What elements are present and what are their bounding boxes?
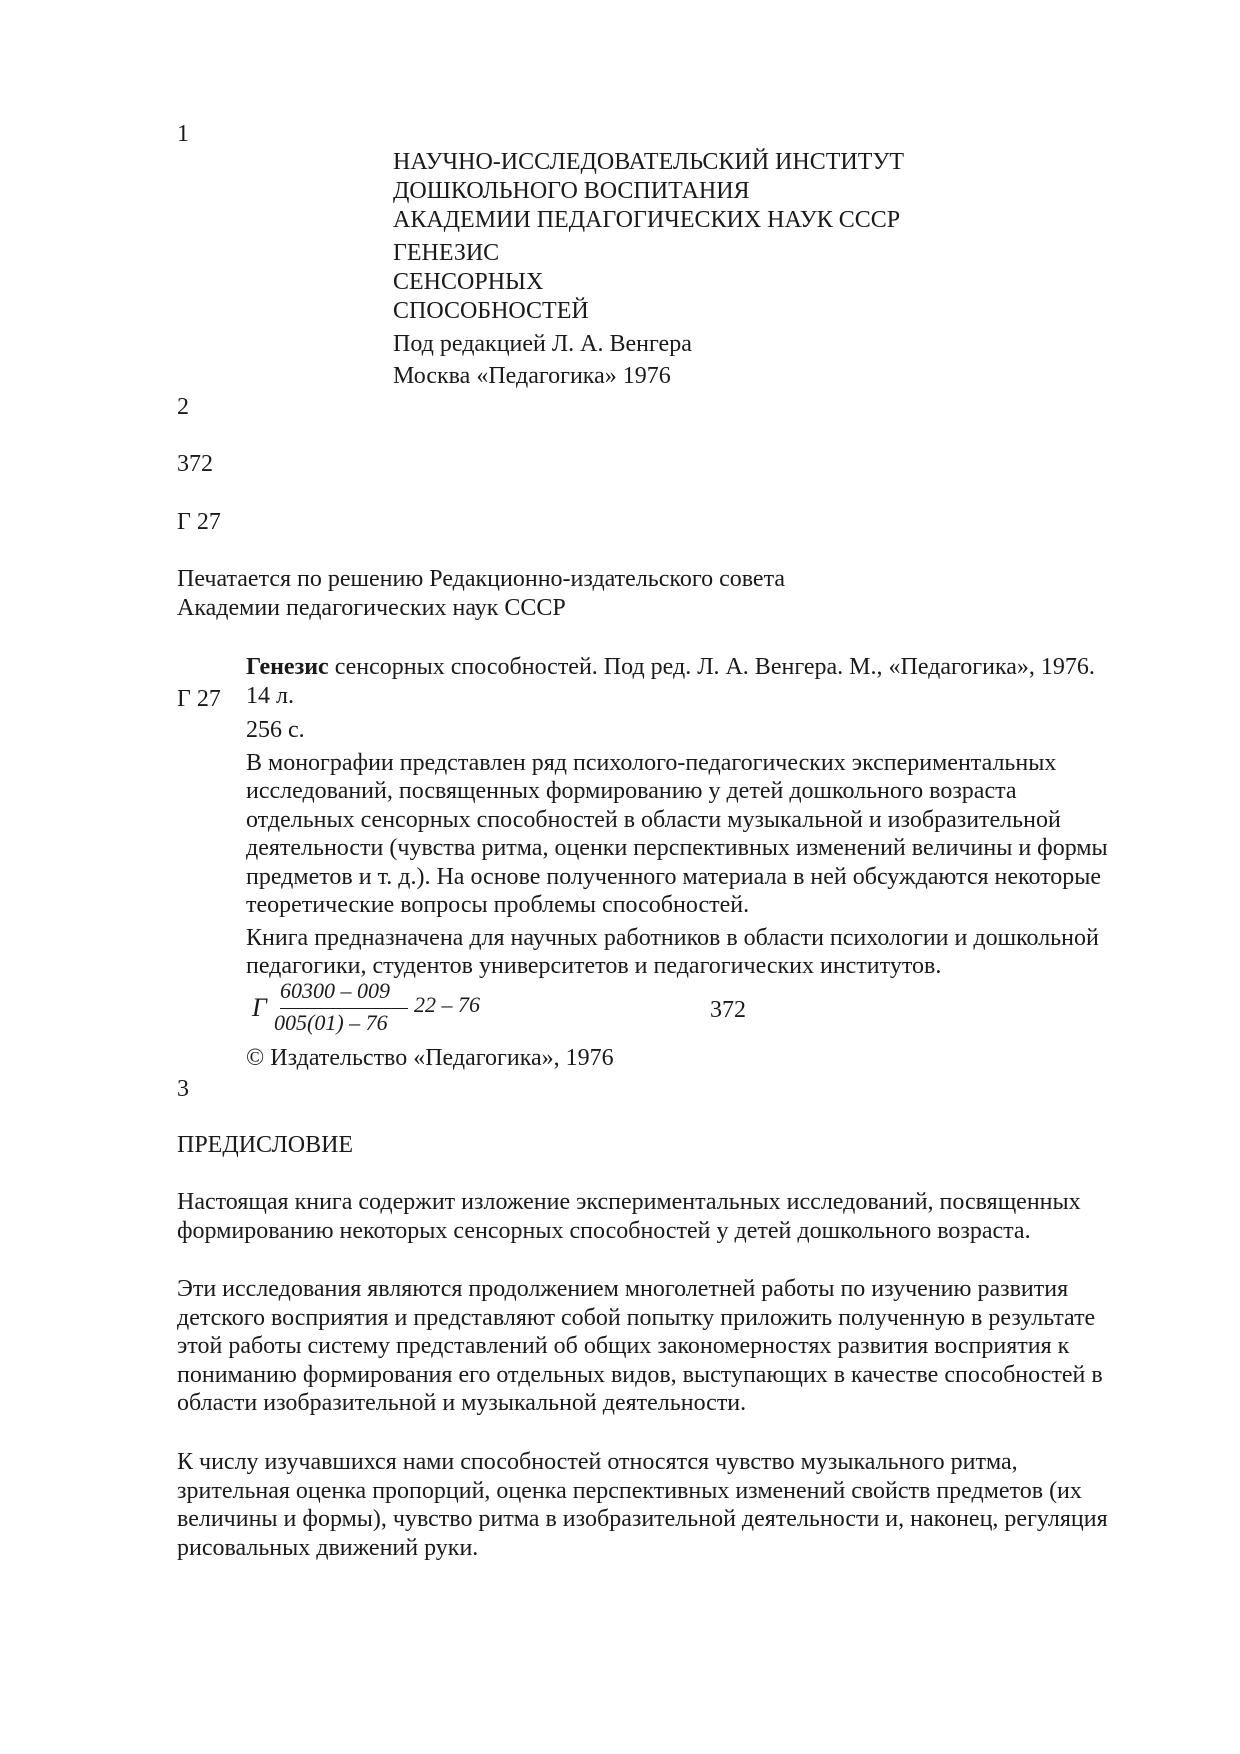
page-number-3: 3 — [177, 1076, 189, 1102]
decision-line: Печатается по решению Редакционно-издательского совета — [177, 566, 786, 592]
description-line: деятельности (чувства ритма, оценки перспективных изменений величины и формы — [246, 835, 1108, 861]
preface-paragraph-1 — [177, 1188, 1177, 1245]
paragraph-line: формированию некоторых сенсорных способностей у детей дошкольного возраста. — [177, 1217, 1031, 1244]
fraction-bar — [280, 1008, 408, 1009]
annotation-description — [246, 749, 1108, 920]
citation-line — [246, 653, 1108, 682]
book-title-line-1: ГЕНЕЗИС — [393, 240, 500, 266]
preface-heading: ПРЕДИСЛОВИЕ — [177, 1132, 354, 1158]
preface-paragraph-3 — [177, 1448, 1177, 1562]
paragraph-line: области изобразительной и музыкальной деятельности. — [177, 1390, 747, 1416]
annotation-audience — [246, 924, 1108, 981]
paragraph-line: рисовальных движений руки. — [177, 1534, 479, 1561]
book-title-line-3: СПОСОБНОСТЕЙ — [393, 298, 589, 324]
udc-code: 372 — [177, 451, 213, 477]
formula-letter: Г — [252, 993, 267, 1022]
side-code: Г 27 — [177, 686, 221, 712]
book-title-line-2: СЕНСОРНЫХ — [393, 269, 544, 295]
paragraph-line: пониманию формирования его отдельных видов, выступающих в качестве способностей в — [177, 1361, 1103, 1388]
formula-tail: 22 – 76 — [414, 992, 480, 1017]
description-line: отдельных сенсорных способностей в области музыкальной и изобразительной — [246, 806, 1061, 833]
paragraph-line: детского восприятия и представляют собой попытку приложить полученную в результате — [177, 1304, 1096, 1331]
audience-line: Книга предназначена для научных работников в области психологии и дошкольной — [246, 924, 1099, 951]
description-line: теоретические вопросы проблемы способностей. — [246, 892, 750, 918]
catalog-formula — [246, 978, 486, 1038]
audience-line: педагогики, студентов университетов и педагогических институтов. — [246, 953, 942, 979]
description-line: В монографии представлен ряд психолого-педагогических экспериментальных — [246, 749, 1057, 776]
institute-line-1: НАУЧНО-ИССЛЕДОВАТЕЛЬСКИЙ ИНСТИТУТ — [393, 149, 905, 175]
description-line: исследований, посвященных формированию у детей дошкольного возраста — [246, 778, 1017, 804]
copyright: © Издательство «Педагогика», 1976 — [246, 1045, 614, 1071]
citation-rest: сенсорных способностей. Под ред. Л. А. Венгера. М., «Педагогика», 1976. — [328, 654, 1095, 680]
page-number-2: 2 — [177, 394, 189, 420]
preface-paragraph-2 — [177, 1275, 1177, 1418]
paragraph-line: этой работы систему представлений об общих закономерностях развития восприятия к — [177, 1333, 1070, 1359]
paragraph-line: Эти исследования являются продолжением многолетней работы по изучению развития — [177, 1276, 1069, 1302]
institute-line-3: АКАДЕМИИ ПЕДАГОГИЧЕСКИХ НАУК СССР — [393, 207, 901, 233]
annotation — [246, 653, 1108, 981]
editor-line: Под редакцией Л. А. Венгера — [393, 331, 692, 357]
decision-line: Академии педагогических наук СССР — [177, 594, 566, 621]
description-line: предметов и т. д.). На основе полученного материала в ней обсуждаются некоторые — [246, 863, 1102, 890]
pages-count: 256 с. — [246, 717, 305, 743]
paragraph-line: зрительная оценка пропорций, оценка перспективных изменений свойств предметов (их — [177, 1477, 1082, 1504]
publication-decision — [177, 565, 1177, 622]
formula-numerator: 60300 – 009 — [280, 978, 390, 1003]
bbk-code: Г 27 — [177, 509, 221, 535]
sheets-count: 14 л. — [246, 682, 294, 709]
paragraph-line: величины и формы), чувство ритма в изобразительной деятельности и, наконец, регуляция — [177, 1506, 1108, 1532]
formula-denominator: 005(01) – 76 — [274, 1010, 388, 1035]
page-number-1: 1 — [177, 121, 189, 147]
paragraph-line: К числу изучавшихся нами способностей относятся чувство музыкального ритма, — [177, 1449, 1018, 1475]
paragraph-line: Настоящая книга содержит изложение экспериментальных исследований, посвященных — [177, 1189, 1081, 1215]
institute-line-2: ДОШКОЛЬНОГО ВОСПИТАНИЯ — [393, 178, 750, 204]
publisher-line: Москва «Педагогика» 1976 — [393, 363, 671, 389]
formula-code: 372 — [710, 997, 746, 1023]
citation-bold-title: Генезис — [246, 654, 329, 680]
